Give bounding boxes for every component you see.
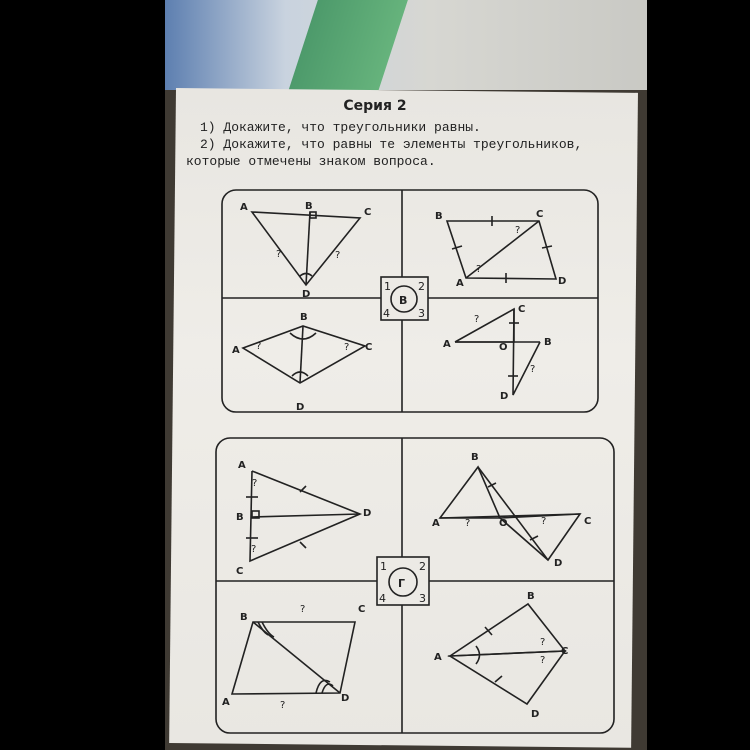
g-center-label: Г — [398, 577, 406, 590]
g2-triangle-left — [440, 467, 500, 518]
g3-angle-arc — [322, 684, 333, 693]
g2-question: ? — [541, 516, 547, 527]
v3-label-d: D — [296, 402, 305, 413]
g3-quadrilateral — [232, 622, 355, 694]
g4-question: ? — [540, 655, 546, 666]
v4-label-a: A — [443, 339, 451, 350]
g4-label-d: D — [531, 709, 540, 720]
g3-label-a: A — [222, 697, 230, 708]
v4-label-o: O — [499, 342, 508, 353]
g3-label-c: C — [358, 604, 366, 615]
v1-question: ? — [276, 249, 282, 260]
g2-label-o: O — [499, 518, 508, 529]
v3-label-b: B — [300, 312, 308, 323]
v3-diagonal — [300, 326, 303, 383]
v-quadrant-2: 2 — [418, 280, 425, 293]
g4-triangle-bottom — [450, 651, 565, 704]
v2-question: ? — [476, 264, 482, 275]
v1-label-c: C — [364, 207, 372, 218]
g3-question: ? — [280, 700, 286, 711]
v4-label-d: D — [500, 391, 509, 402]
task-line-1: 1) Докажите, что треугольники равны. — [200, 120, 481, 135]
v3-question: ? — [344, 342, 350, 353]
g4-label-b: B — [527, 591, 535, 602]
g1-label-c: C — [236, 566, 244, 577]
v1-label-d: D — [302, 289, 311, 300]
task-line-3: которые отмечены знаком вопроса. — [186, 154, 436, 169]
v3-label-c: C — [365, 342, 373, 353]
v4-label-b: B — [544, 337, 552, 348]
v2-label-c: C — [536, 209, 544, 220]
g4-tick — [495, 676, 502, 682]
v1-label-a: A — [240, 202, 248, 213]
g2-label-c: C — [584, 516, 592, 527]
g2-question: ? — [465, 518, 471, 529]
v4-question: ? — [530, 364, 536, 375]
v-center-label: В — [399, 294, 408, 307]
g2-diagonal — [478, 467, 548, 560]
v1-label-b: B — [305, 201, 313, 212]
g4-label-a: A — [434, 652, 442, 663]
v2-label-b: B — [435, 211, 443, 222]
g-quadrant-4: 4 — [379, 592, 386, 605]
g1-median — [252, 514, 360, 517]
g1-label-b: B — [236, 512, 244, 523]
g3-label-d: D — [341, 693, 350, 704]
g2-label-a: A — [432, 518, 440, 529]
v4-label-c: C — [518, 304, 526, 315]
v4-question: ? — [474, 314, 480, 325]
g3-question: ? — [300, 604, 306, 615]
g-quadrant-2: 2 — [419, 560, 426, 573]
v2-label-d: D — [558, 276, 567, 287]
v1-question: ? — [335, 250, 341, 261]
v3-kite — [243, 326, 365, 383]
g2-triangle-right — [500, 514, 580, 560]
v2-label-a: A — [456, 278, 464, 289]
v3-label-a: A — [232, 345, 240, 356]
g-quadrant-1: 1 — [380, 560, 387, 573]
v-quadrant-1: 1 — [384, 280, 391, 293]
v4-triangle-top — [455, 309, 514, 342]
v-quadrant-4: 4 — [383, 307, 390, 320]
v4-triangle-bottom — [513, 309, 540, 395]
g1-tick — [300, 542, 306, 548]
v2-question: ? — [515, 225, 521, 236]
v2-tick — [542, 246, 552, 248]
g1-question: ? — [251, 544, 257, 555]
g1-question: ? — [252, 478, 258, 489]
g2-label-d: D — [554, 558, 563, 569]
g3-label-b: B — [240, 612, 248, 623]
g4-label-c: C — [561, 646, 569, 657]
g1-label-a: A — [238, 460, 246, 471]
g-quadrant-3: 3 — [419, 592, 426, 605]
series-title: Серия 2 — [343, 98, 407, 114]
v-quadrant-3: 3 — [418, 307, 425, 320]
v3-question: ? — [256, 341, 262, 352]
task-line-2: 2) Докажите, что равны те элементы треугольников, — [200, 137, 583, 152]
g4-question: ? — [540, 637, 546, 648]
g1-label-d: D — [363, 508, 372, 519]
g4-triangle-top — [450, 604, 565, 656]
g2-label-b: B — [471, 452, 479, 463]
